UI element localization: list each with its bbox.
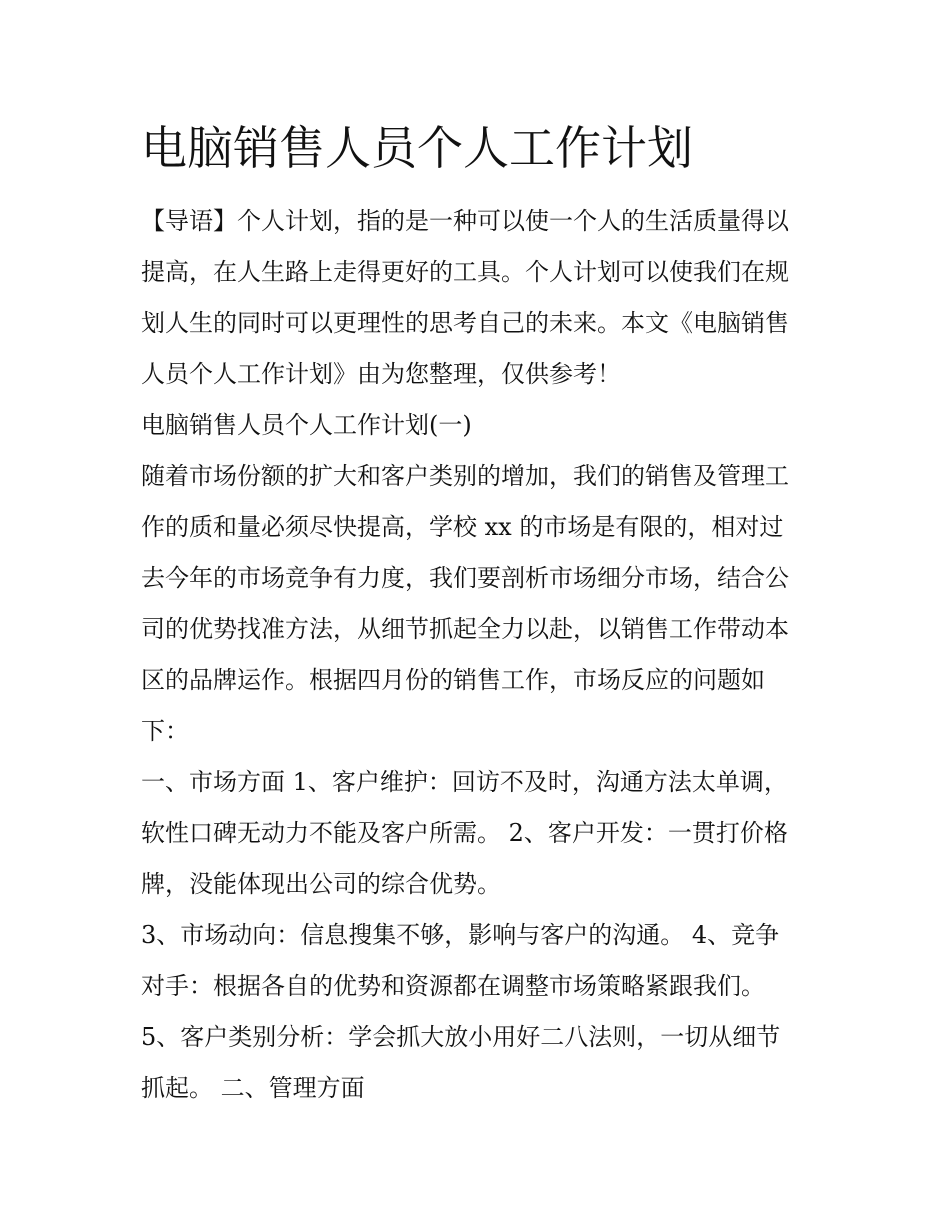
text-line: 下：	[141, 717, 189, 745]
text-line: 提高，在人生路上走得更好的工具。个人计划可以使我们在规	[141, 258, 789, 286]
text-line: 3、市场动向：信息搜集不够，影响与客户的沟通。 4、竞争	[141, 921, 780, 949]
text-line: 区的品牌运作。根据四月份的销售工作，市场反应的问题如	[141, 666, 765, 694]
text-line: 随着市场份额的扩大和客户类别的增加，我们的销售及管理工	[141, 462, 789, 490]
document-body	[141, 196, 831, 1114]
text-line: 划人生的同时可以更理性的思考自己的未来。本文《电脑销售	[141, 309, 789, 337]
text-line: 人员个人工作计划》由为您整理，仅供参考！	[141, 360, 621, 388]
text-line: 软性口碑无动力不能及客户所需。 2、客户开发：一贯打价格	[141, 819, 788, 847]
text-line: 作的质和量必须尽快提高，学校 xx 的市场是有限的，相对过	[141, 513, 784, 541]
document-title: 电脑销售人员个人工作计划	[141, 121, 693, 175]
section-heading: 电脑销售人员个人工作计划(一)	[141, 411, 472, 439]
text-line: 对手：根据各自的优势和资源都在调整市场策略紧跟我们。	[141, 972, 765, 1000]
text-line: 【导语】个人计划，指的是一种可以使一个人的生活质量得以	[141, 207, 789, 235]
text-line: 去今年的市场竞争有力度，我们要剖析市场细分市场，结合公	[141, 564, 789, 592]
text-line: 抓起。 二、管理方面	[141, 1074, 365, 1102]
text-line: 一、市场方面 1、客户维护：回访不及时，沟通方法太单调，	[141, 768, 788, 796]
text-line: 牌，没能体现出公司的综合优势。	[141, 870, 501, 898]
text-line: 5、客户类别分析：学会抓大放小用好二八法则，一切从细节	[141, 1023, 781, 1051]
text-line: 司的优势找准方法，从细节抓起全力以赴，以销售工作带动本	[141, 615, 789, 643]
